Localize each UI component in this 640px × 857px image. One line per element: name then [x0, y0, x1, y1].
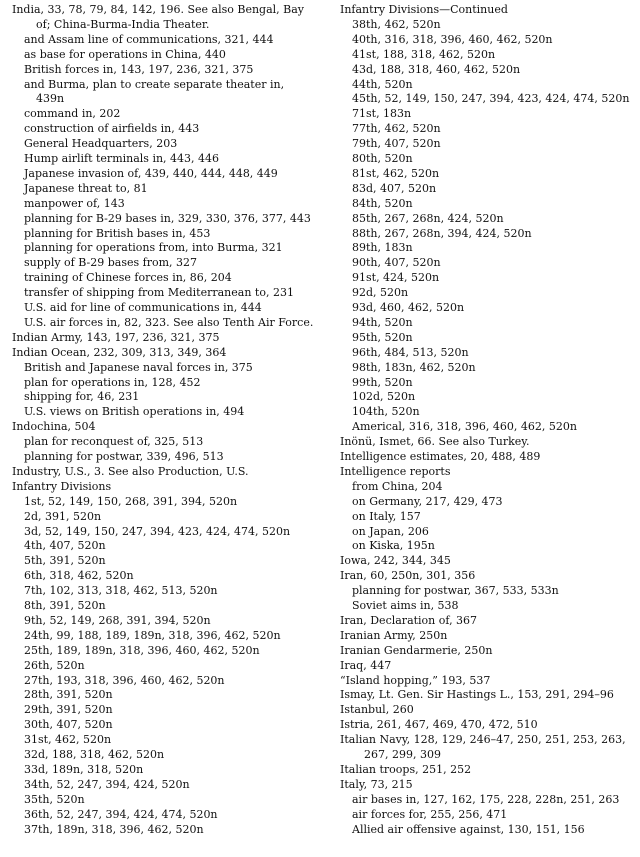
index-entry: 28th, 391, 520n [24, 688, 113, 702]
index-entry: Iowa, 242, 344, 345 [340, 554, 451, 568]
index-entry: Indochina, 504 [12, 420, 96, 434]
index-entry: planning for B-29 bases in, 329, 330, 376, 377, 443 [24, 211, 311, 225]
index-entry: 83d, 407, 520n [352, 181, 437, 195]
index-entry: Industry, U.S., 3. See also Production, U.S. [12, 464, 249, 478]
index-entry: Iranian Gendarmerie, 250n [340, 643, 493, 657]
index-entry: 24th, 99, 188, 189, 189n, 318, 396, 462, 520n [24, 628, 281, 642]
index-entry: planning for postwar, 339, 496, 513 [24, 450, 224, 463]
index-entry: 31st, 462, 520n [24, 733, 112, 747]
index-entry: on Italy, 157 [352, 509, 421, 523]
index-entry: Italian troops, 251, 252 [340, 762, 472, 776]
index-entry: 44th, 520n [352, 77, 413, 91]
index-entry: 1st, 52, 149, 150, 268, 391, 394, 520n [24, 494, 238, 508]
index-entry: 98th, 183n, 462, 520n [352, 360, 476, 374]
index-entry: Japanese invasion of, 439, 440, 444, 448, 449 [24, 166, 278, 180]
index-entry: plan for reconquest of, 325, 513 [24, 435, 204, 449]
index-entry: planning for operations from, into Burma, 321 [24, 241, 283, 255]
index-entry: 99th, 520n [352, 375, 413, 389]
index-entry: 43d, 188, 318, 460, 462, 520n [352, 62, 521, 76]
index-entry: 80th, 520n [352, 152, 413, 165]
index-entry: 34th, 52, 247, 394, 424, 520n [24, 777, 190, 791]
index-entry: 32d, 188, 318, 462, 520n [24, 748, 165, 761]
index-entry: 2d, 391, 520n [24, 509, 102, 523]
index-entry: Infantry Divisions [12, 479, 112, 493]
index-entry: Istria, 261, 467, 469, 470, 472, 510 [340, 718, 538, 732]
index-entry: Americal, 316, 318, 396, 460, 462, 520n [352, 420, 577, 434]
index-entry: 93d, 460, 462, 520n [352, 301, 465, 314]
index-entry: 38th, 462, 520n [352, 17, 441, 31]
index-entry: India, 33, 78, 79, 84, 142, 196. See also Bengal, Bay [12, 3, 305, 16]
index-entry: plan for operations in, 128, 452 [24, 375, 201, 389]
index-entry: transfer of shipping from Mediterranean to, 231 [24, 286, 294, 300]
index-entry: 81st, 462, 520n [352, 166, 440, 180]
index-entry: Hump airlift terminals in, 443, 446 [24, 152, 220, 165]
index-entry: Iranian Army, 250n [340, 628, 448, 642]
index-entry: 102d, 520n [352, 390, 416, 404]
index-entry: 91st, 424, 520n [352, 271, 440, 285]
index-entry: 9th, 52, 149, 268, 391, 394, 520n [24, 613, 211, 627]
index-entry: Japanese threat to, 81 [24, 181, 148, 195]
index-entry: U.S. views on British operations in, 494 [24, 405, 245, 419]
index-entry: Istanbul, 260 [340, 703, 414, 717]
index-entry: from China, 204 [352, 479, 443, 493]
index-entry: 45th, 52, 149, 150, 247, 394, 423, 424, 474, 520n [352, 92, 630, 106]
index-entry: of; China-Burma-India Theater. [36, 17, 210, 31]
index-entry: British forces in, 143, 197, 236, 321, 375 [24, 62, 254, 76]
index-entry: on Japan, 206 [352, 524, 429, 538]
index-entry: 26th, 520n [24, 658, 85, 672]
index-entry: 96th, 484, 513, 520n [352, 345, 469, 359]
index-entry: 33d, 189n, 318, 520n [24, 762, 144, 776]
index-entry: manpower of, 143 [24, 196, 125, 210]
index-entry: Italian Navy, 128, 129, 246–47, 250, 251, 253, 263, [340, 733, 626, 747]
index-entry: shipping for, 46, 231 [24, 390, 140, 404]
index-entry: planning for postwar, 367, 533, 533n [352, 584, 559, 598]
index-entry: Infantry Divisions—Continued [340, 3, 508, 16]
index-entry: construction of airfields in, 443 [24, 122, 200, 136]
index-entry: as base for operations in China, 440 [24, 47, 226, 61]
index-entry: Indian Army, 143, 197, 236, 321, 375 [12, 330, 220, 344]
index-entry: 85th, 267, 268n, 424, 520n [352, 211, 504, 225]
index-entry: Intelligence reports [340, 464, 451, 478]
index-entry: 267, 299, 309 [364, 748, 441, 761]
index-entry: Iran, 60, 250n, 301, 356 [340, 569, 476, 583]
index-entry: Intelligence estimates, 20, 488, 489 [340, 450, 541, 463]
index-entry: 71st, 183n [352, 107, 412, 121]
index-entry: U.S. air forces in, 82, 323. See also Tenth Air Force. [24, 315, 314, 329]
index-entry: 79th, 407, 520n [352, 137, 441, 151]
index-entry: 27th, 193, 318, 396, 460, 462, 520n [24, 673, 225, 687]
index-entry: 90th, 407, 520n [352, 256, 441, 270]
index-entry: Iraq, 447 [340, 658, 392, 672]
index-entry: Iran, Declaration of, 367 [340, 613, 478, 627]
index-entry: Indian Ocean, 232, 309, 313, 349, 364 [12, 345, 227, 359]
index-entry: 6th, 318, 462, 520n [24, 569, 134, 583]
index-entry: 77th, 462, 520n [352, 122, 441, 136]
index-entry: 88th, 267, 268n, 394, 424, 520n [352, 226, 532, 240]
index-entry: air forces for, 255, 256, 471 [352, 807, 508, 821]
index-entry: 95th, 520n [352, 330, 413, 344]
index-entry: air bases in, 127, 162, 175, 228, 228n, 251, 263 [352, 792, 620, 806]
index-entry: “Island hopping,” 193, 537 [340, 673, 491, 687]
index-entry: planning for British bases in, 453 [24, 226, 211, 240]
index-entry: 8th, 391, 520n [24, 599, 106, 612]
index-entry: 92d, 520n [352, 286, 409, 300]
index-entry: 4th, 407, 520n [24, 539, 106, 553]
index-entry: 3d, 52, 149, 150, 247, 394, 423, 424, 474, 520n [24, 524, 291, 538]
index-entry: 29th, 391, 520n [24, 703, 113, 717]
index-entry: U.S. aid for line of communications in, 444 [24, 301, 262, 314]
index-entry: 439n [36, 92, 65, 106]
index-entry: General Headquarters, 203 [24, 137, 178, 151]
index-entry: 84th, 520n [352, 196, 413, 210]
index-entry: and Assam line of communications, 321, 444 [24, 32, 274, 46]
index-entry: on Germany, 217, 429, 473 [352, 494, 503, 508]
index-entry: 41st, 188, 318, 462, 520n [352, 47, 496, 61]
index-entry: and Burma, plan to create separate theater in, [24, 77, 285, 91]
index-entry: training of Chinese forces in, 86, 204 [24, 271, 232, 285]
index-entry: 37th, 189n, 318, 396, 462, 520n [24, 822, 204, 836]
index-entry: Soviet aims in, 538 [352, 599, 459, 612]
index-entry: 25th, 189, 189n, 318, 396, 460, 462, 520n [24, 643, 260, 657]
index-entry: on Kiska, 195n [352, 539, 435, 553]
index-entry: 7th, 102, 313, 318, 462, 513, 520n [24, 584, 218, 598]
index-entry: Italy, 73, 215 [340, 777, 413, 791]
index-entry: 30th, 407, 520n [24, 718, 113, 732]
index-entry: supply of B-29 bases from, 327 [24, 256, 197, 270]
index-entry: 40th, 316, 318, 396, 460, 462, 520n [352, 32, 553, 46]
index-entry: Ismay, Lt. Gen. Sir Hastings L., 153, 291, 294–96 [340, 688, 614, 702]
index-entry: 104th, 520n [352, 405, 420, 419]
index-entry: command in, 202 [24, 107, 121, 121]
index-entry: 5th, 391, 520n [24, 554, 106, 568]
index-entry: British and Japanese naval forces in, 375 [24, 360, 253, 374]
index-entry: Inönü, Ismet, 66. See also Turkey. [340, 435, 530, 449]
index-entry: 94th, 520n [352, 315, 413, 329]
index-entry: Allied air offensive against, 130, 151, 156 [352, 822, 585, 836]
index-entry: 35th, 520n [24, 792, 85, 806]
index-entry: 89th, 183n [352, 241, 413, 255]
index-entry: 36th, 52, 247, 394, 424, 474, 520n [24, 807, 218, 821]
